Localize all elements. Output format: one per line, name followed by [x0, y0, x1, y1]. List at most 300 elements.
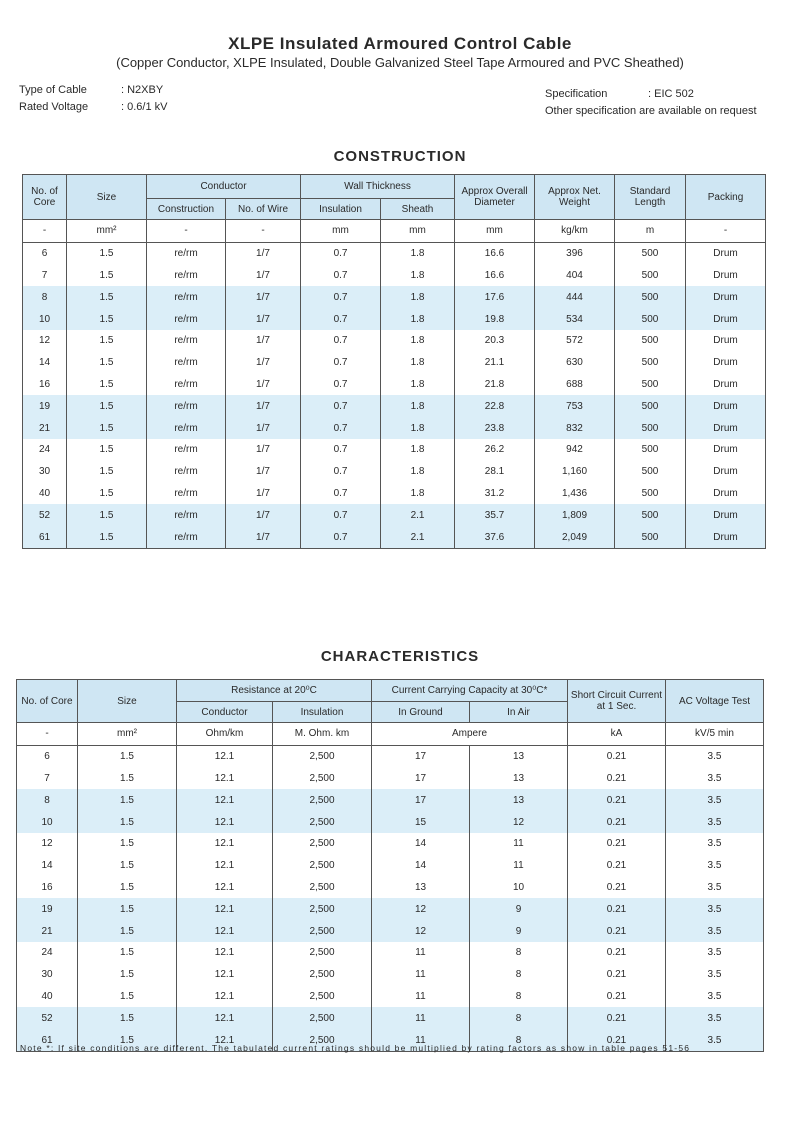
col-core: No. of Core [17, 680, 78, 723]
table-cell: 14 [372, 855, 470, 877]
table-cell: 0.21 [568, 745, 666, 767]
table-cell: 2,500 [273, 898, 372, 920]
table-cell: 0.21 [568, 898, 666, 920]
table-cell: 404 [535, 265, 615, 287]
table-cell: 500 [615, 504, 686, 526]
col-resistance: Resistance at 20⁰C [177, 680, 372, 702]
table-cell: 16 [17, 877, 78, 899]
table-cell: 12.1 [177, 811, 273, 833]
col-size: Size [67, 175, 147, 220]
cable-info [19, 82, 167, 116]
table-cell: 0.7 [301, 352, 381, 374]
table-cell: 1.5 [78, 964, 177, 986]
table-cell: 17 [372, 745, 470, 767]
table-cell: 11 [372, 964, 470, 986]
table-cell: 1.5 [67, 352, 147, 374]
table-cell: 2,500 [273, 1007, 372, 1029]
table-cell: 2,500 [273, 855, 372, 877]
table-cell: 1,809 [535, 504, 615, 526]
table-cell: 1/7 [226, 483, 301, 505]
table-cell: 572 [535, 330, 615, 352]
table-row [17, 942, 764, 964]
table-cell: 1.8 [381, 417, 455, 439]
table-cell: 942 [535, 439, 615, 461]
table-cell: 753 [535, 395, 615, 417]
table-cell: 1.5 [78, 898, 177, 920]
table-cell: 14 [17, 855, 78, 877]
unit-cell: kV/5 min [666, 723, 764, 746]
col-current-capacity: Current Carrying Capacity at 30⁰C* [372, 680, 568, 702]
table-cell: 1/7 [226, 504, 301, 526]
table-cell: 500 [615, 439, 686, 461]
table-cell: 1/7 [226, 330, 301, 352]
table-cell: 3.5 [666, 789, 764, 811]
table-cell: Drum [686, 526, 766, 548]
table-cell: re/rm [147, 483, 226, 505]
col-resistance-conductor: Conductor [177, 702, 273, 723]
table-cell: 0.21 [568, 964, 666, 986]
col-resistance-insulation: Insulation [273, 702, 372, 723]
table-cell: 8 [470, 942, 568, 964]
col-ac-test: AC Voltage Test [666, 680, 764, 723]
table-cell: 0.21 [568, 1007, 666, 1029]
table-cell: 3.5 [666, 986, 764, 1008]
table-cell: 0.21 [568, 811, 666, 833]
table-cell: 1/7 [226, 352, 301, 374]
table-cell: 3.5 [666, 855, 764, 877]
unit-cell: - [147, 220, 226, 243]
table-cell: 16 [23, 374, 67, 396]
table-cell: 0.7 [301, 504, 381, 526]
table-cell: 13 [470, 745, 568, 767]
table-cell: 832 [535, 417, 615, 439]
table-cell: 2.1 [381, 504, 455, 526]
table-cell: 0.21 [568, 920, 666, 942]
table-cell: re/rm [147, 374, 226, 396]
table-cell: 16.6 [455, 265, 535, 287]
col-weight: Approx Net. Weight [535, 175, 615, 220]
table-cell: 1.5 [78, 877, 177, 899]
table-row [17, 811, 764, 833]
table-row [23, 417, 766, 439]
table-cell: 2,500 [273, 745, 372, 767]
unit-cell: mm [301, 220, 381, 243]
unit-cell: kA [568, 723, 666, 746]
table-cell: re/rm [147, 504, 226, 526]
table-cell: 0.7 [301, 374, 381, 396]
table-cell: 1/7 [226, 374, 301, 396]
table-cell: 2,500 [273, 768, 372, 790]
table-cell: 12.1 [177, 789, 273, 811]
page-subtitle: (Copper Conductor, XLPE Insulated, Double Galvanized Steel Tape Armoured and PVC Sheathed) [116, 55, 684, 70]
table-row [17, 768, 764, 790]
table-cell: 12.1 [177, 986, 273, 1008]
table-cell: 1.5 [67, 504, 147, 526]
table-cell: 28.1 [455, 461, 535, 483]
table-cell: 1.8 [381, 439, 455, 461]
table-cell: 1.5 [78, 920, 177, 942]
table-cell: 500 [615, 417, 686, 439]
table-row [23, 330, 766, 352]
table-cell: 21 [23, 417, 67, 439]
col-core: No. of Core [23, 175, 67, 220]
table-cell: 1/7 [226, 308, 301, 330]
table-cell: 0.7 [301, 483, 381, 505]
table-cell: 12.1 [177, 898, 273, 920]
table-cell: 1.5 [78, 745, 177, 767]
table-cell: 1.8 [381, 483, 455, 505]
table-cell: Drum [686, 352, 766, 374]
table-cell: 1.5 [67, 395, 147, 417]
col-insulation: Insulation [301, 199, 381, 220]
characteristics-table [16, 679, 764, 1052]
table-cell: 8 [470, 986, 568, 1008]
table-cell: 24 [17, 942, 78, 964]
table-cell: re/rm [147, 265, 226, 287]
table-cell: 1.5 [78, 986, 177, 1008]
table-cell: 1.5 [78, 1007, 177, 1029]
table-cell: 500 [615, 395, 686, 417]
table-cell: 688 [535, 374, 615, 396]
voltage-value: : 0.6/1 kV [121, 101, 168, 113]
table-cell: 0.21 [568, 855, 666, 877]
table-cell: 2,500 [273, 789, 372, 811]
table-cell: 12 [470, 811, 568, 833]
table-cell: 8 [470, 1029, 568, 1051]
unit-cell: - [226, 220, 301, 243]
table-cell: 1.5 [67, 242, 147, 264]
table-cell: 17 [372, 768, 470, 790]
table-cell: 0.7 [301, 395, 381, 417]
table-cell: 1/7 [226, 439, 301, 461]
table-cell: 10 [17, 811, 78, 833]
table-row [23, 395, 766, 417]
table-cell: 10 [23, 308, 67, 330]
table-cell: 12 [372, 920, 470, 942]
table-cell: 2,500 [273, 811, 372, 833]
table-cell: 1,160 [535, 461, 615, 483]
table-cell: 11 [470, 833, 568, 855]
table-cell: 12.1 [177, 855, 273, 877]
col-in-ground: In Ground [372, 702, 470, 723]
table-cell: Drum [686, 461, 766, 483]
table-cell: 0.21 [568, 833, 666, 855]
unit-cell: kg/km [535, 220, 615, 243]
spec-label: Specification [545, 88, 608, 100]
table-cell: 15 [372, 811, 470, 833]
table-cell: 22.8 [455, 395, 535, 417]
table-cell: 12 [17, 833, 78, 855]
table-cell: 1.5 [67, 526, 147, 548]
table-cell: 7 [17, 768, 78, 790]
table-cell: 11 [372, 1029, 470, 1051]
table-row [17, 855, 764, 877]
table-cell: 13 [470, 768, 568, 790]
table-cell: 1.5 [67, 308, 147, 330]
table-row [23, 526, 766, 548]
table-cell: 12.1 [177, 768, 273, 790]
table-cell: 12.1 [177, 833, 273, 855]
table-cell: 40 [17, 986, 78, 1008]
table-cell: 52 [23, 504, 67, 526]
table-cell: 1/7 [226, 461, 301, 483]
unit-cell: - [686, 220, 766, 243]
table-cell: 3.5 [666, 833, 764, 855]
table-cell: 0.7 [301, 526, 381, 548]
table-cell: 11 [372, 986, 470, 1008]
table-cell: 9 [470, 920, 568, 942]
table-cell: 1.8 [381, 395, 455, 417]
table-cell: Drum [686, 242, 766, 264]
table-cell: 19 [23, 395, 67, 417]
table-cell: re/rm [147, 330, 226, 352]
table-cell: 61 [17, 1029, 78, 1051]
table-cell: 500 [615, 242, 686, 264]
table-cell: 1/7 [226, 242, 301, 264]
table-cell: 1.5 [78, 942, 177, 964]
table-cell: 1.5 [78, 833, 177, 855]
table-cell: 35.7 [455, 504, 535, 526]
table-cell: 0.21 [568, 986, 666, 1008]
table-cell: 500 [615, 352, 686, 374]
table-cell: 1.5 [67, 374, 147, 396]
table-cell: 0.21 [568, 942, 666, 964]
table-cell: re/rm [147, 526, 226, 548]
table-cell: 7 [23, 265, 67, 287]
table-cell: 1.5 [67, 461, 147, 483]
table-cell: 13 [470, 789, 568, 811]
table-cell: 630 [535, 352, 615, 374]
table-cell: 0.7 [301, 417, 381, 439]
table-cell: 1/7 [226, 526, 301, 548]
table-cell: 0.7 [301, 439, 381, 461]
table-cell: 1/7 [226, 417, 301, 439]
table-row [23, 374, 766, 396]
type-label: Type of Cable [19, 84, 87, 96]
table-cell: 3.5 [666, 768, 764, 790]
table-cell: 14 [372, 833, 470, 855]
table-cell: 1.5 [78, 1029, 177, 1051]
table-cell: 1.5 [78, 768, 177, 790]
col-packing: Packing [686, 175, 766, 220]
table-cell: 30 [17, 964, 78, 986]
table-cell: 8 [17, 789, 78, 811]
table-cell: 3.5 [666, 942, 764, 964]
col-sheath: Sheath [381, 199, 455, 220]
table-cell: 0.7 [301, 286, 381, 308]
table-cell: 10 [470, 877, 568, 899]
table-row [17, 986, 764, 1008]
table-cell: 1.5 [67, 330, 147, 352]
table-cell: 0.21 [568, 877, 666, 899]
table-cell: 24 [23, 439, 67, 461]
table-cell: 12.1 [177, 1029, 273, 1051]
table-cell: 500 [615, 461, 686, 483]
unit-cell: Ohm/km [177, 723, 273, 746]
table-cell: 0.7 [301, 330, 381, 352]
table-cell: Drum [686, 265, 766, 287]
table-cell: 1.5 [67, 417, 147, 439]
table-cell: 1.8 [381, 308, 455, 330]
table-cell: 3.5 [666, 745, 764, 767]
unit-cell: mm² [67, 220, 147, 243]
table-cell: 19 [17, 898, 78, 920]
table-cell: 2,500 [273, 1029, 372, 1051]
table-cell: Drum [686, 286, 766, 308]
units-row [17, 723, 764, 746]
unit-cell: - [17, 723, 78, 746]
table-cell: 11 [372, 1007, 470, 1029]
col-conductor-wires: No. of Wire [226, 199, 301, 220]
spec-value: : EIC 502 [648, 88, 694, 100]
table-cell: 444 [535, 286, 615, 308]
unit-cell: mm [381, 220, 455, 243]
table-cell: 0.7 [301, 461, 381, 483]
col-diameter: Approx Overall Diameter [455, 175, 535, 220]
table-cell: 17 [372, 789, 470, 811]
construction-title: CONSTRUCTION [333, 148, 467, 165]
table-cell: 52 [17, 1007, 78, 1029]
table-cell: 1.8 [381, 374, 455, 396]
table-row [17, 920, 764, 942]
col-size: Size [78, 680, 177, 723]
type-value: : N2XBY [121, 84, 164, 96]
table-row [23, 265, 766, 287]
table-cell: 23.8 [455, 417, 535, 439]
table-cell: 1,436 [535, 483, 615, 505]
table-cell: 12.1 [177, 877, 273, 899]
table-cell: 500 [615, 330, 686, 352]
units-row [23, 220, 766, 243]
table-cell: 1/7 [226, 395, 301, 417]
table-cell: 2.1 [381, 526, 455, 548]
table-cell: 1.5 [78, 789, 177, 811]
table-cell: Drum [686, 374, 766, 396]
table-cell: re/rm [147, 395, 226, 417]
table-cell: 11 [372, 942, 470, 964]
table-cell: 3.5 [666, 920, 764, 942]
table-cell: 3.5 [666, 1007, 764, 1029]
table-cell: 1.8 [381, 286, 455, 308]
table-cell: 2,500 [273, 833, 372, 855]
table-cell: 40 [23, 483, 67, 505]
table-cell: Drum [686, 417, 766, 439]
table-row [23, 308, 766, 330]
table-row [17, 877, 764, 899]
table-cell: 2,500 [273, 942, 372, 964]
construction-table [22, 174, 766, 549]
table-cell: 21.1 [455, 352, 535, 374]
page-title: XLPE Insulated Armoured Control Cable [228, 34, 572, 53]
table-cell: 12.1 [177, 1007, 273, 1029]
table-cell: 37.6 [455, 526, 535, 548]
table-cell: 0.7 [301, 308, 381, 330]
table-cell: 16.6 [455, 242, 535, 264]
table-cell: Drum [686, 308, 766, 330]
table-row [17, 1007, 764, 1029]
table-row [23, 286, 766, 308]
table-cell: 1/7 [226, 265, 301, 287]
table-cell: Drum [686, 483, 766, 505]
table-row [23, 483, 766, 505]
table-cell: 1.5 [78, 855, 177, 877]
table-cell: 0.21 [568, 768, 666, 790]
col-short-circuit: Short Circuit Current at 1 Sec. [568, 680, 666, 723]
col-wall-thickness: Wall Thickness [301, 175, 455, 199]
table-cell: 1.8 [381, 242, 455, 264]
table-row [17, 833, 764, 855]
table-cell: 3.5 [666, 898, 764, 920]
table-cell: 13 [372, 877, 470, 899]
table-cell: 534 [535, 308, 615, 330]
table-cell: 2,500 [273, 964, 372, 986]
table-row [23, 439, 766, 461]
col-in-air: In Air [470, 702, 568, 723]
table-cell: 21.8 [455, 374, 535, 396]
table-cell: re/rm [147, 242, 226, 264]
table-cell: 14 [23, 352, 67, 374]
table-row [17, 745, 764, 767]
unit-cell: m [615, 220, 686, 243]
table-cell: 12.1 [177, 942, 273, 964]
unit-cell: - [23, 220, 67, 243]
table-cell: 12.1 [177, 964, 273, 986]
table-cell: Drum [686, 439, 766, 461]
col-conductor: Conductor [147, 175, 301, 199]
table-cell: 1.8 [381, 461, 455, 483]
table-cell: 11 [470, 855, 568, 877]
unit-cell: mm² [78, 723, 177, 746]
table-cell: Drum [686, 504, 766, 526]
table-cell: re/rm [147, 417, 226, 439]
table-cell: 12.1 [177, 920, 273, 942]
table-cell: Drum [686, 395, 766, 417]
table-row [17, 789, 764, 811]
table-cell: 500 [615, 265, 686, 287]
table-cell: 2,500 [273, 986, 372, 1008]
unit-cell: M. Ohm. km [273, 723, 372, 746]
table-cell: re/rm [147, 461, 226, 483]
unit-cell: mm [455, 220, 535, 243]
table-cell: 0.21 [568, 1029, 666, 1051]
table-cell: 0.7 [301, 242, 381, 264]
table-cell: 1/7 [226, 286, 301, 308]
spec-other: Other specification are available on request [545, 105, 757, 117]
table-cell: 6 [17, 745, 78, 767]
table-cell: 30 [23, 461, 67, 483]
table-cell: 1.5 [78, 811, 177, 833]
table-cell: 12.1 [177, 745, 273, 767]
col-conductor-construction: Construction [147, 199, 226, 220]
table-cell: 2,500 [273, 920, 372, 942]
table-cell: 3.5 [666, 877, 764, 899]
table-cell: 17.6 [455, 286, 535, 308]
col-length: Standard Length [615, 175, 686, 220]
table-cell: 500 [615, 526, 686, 548]
table-cell: re/rm [147, 352, 226, 374]
table-cell: 2,500 [273, 877, 372, 899]
table-cell: 1.8 [381, 330, 455, 352]
table-cell: 1.8 [381, 265, 455, 287]
table-cell: 8 [470, 964, 568, 986]
table-cell: re/rm [147, 439, 226, 461]
table-cell: 500 [615, 374, 686, 396]
footnote: Note *: If site conditions are different. The tabulated current ratings should be multiplied by rating factors as show in table pages 51-56 [20, 1043, 691, 1053]
table-cell: re/rm [147, 286, 226, 308]
table-cell: Drum [686, 330, 766, 352]
table-cell: 500 [615, 286, 686, 308]
voltage-label: Rated Voltage [19, 101, 89, 113]
